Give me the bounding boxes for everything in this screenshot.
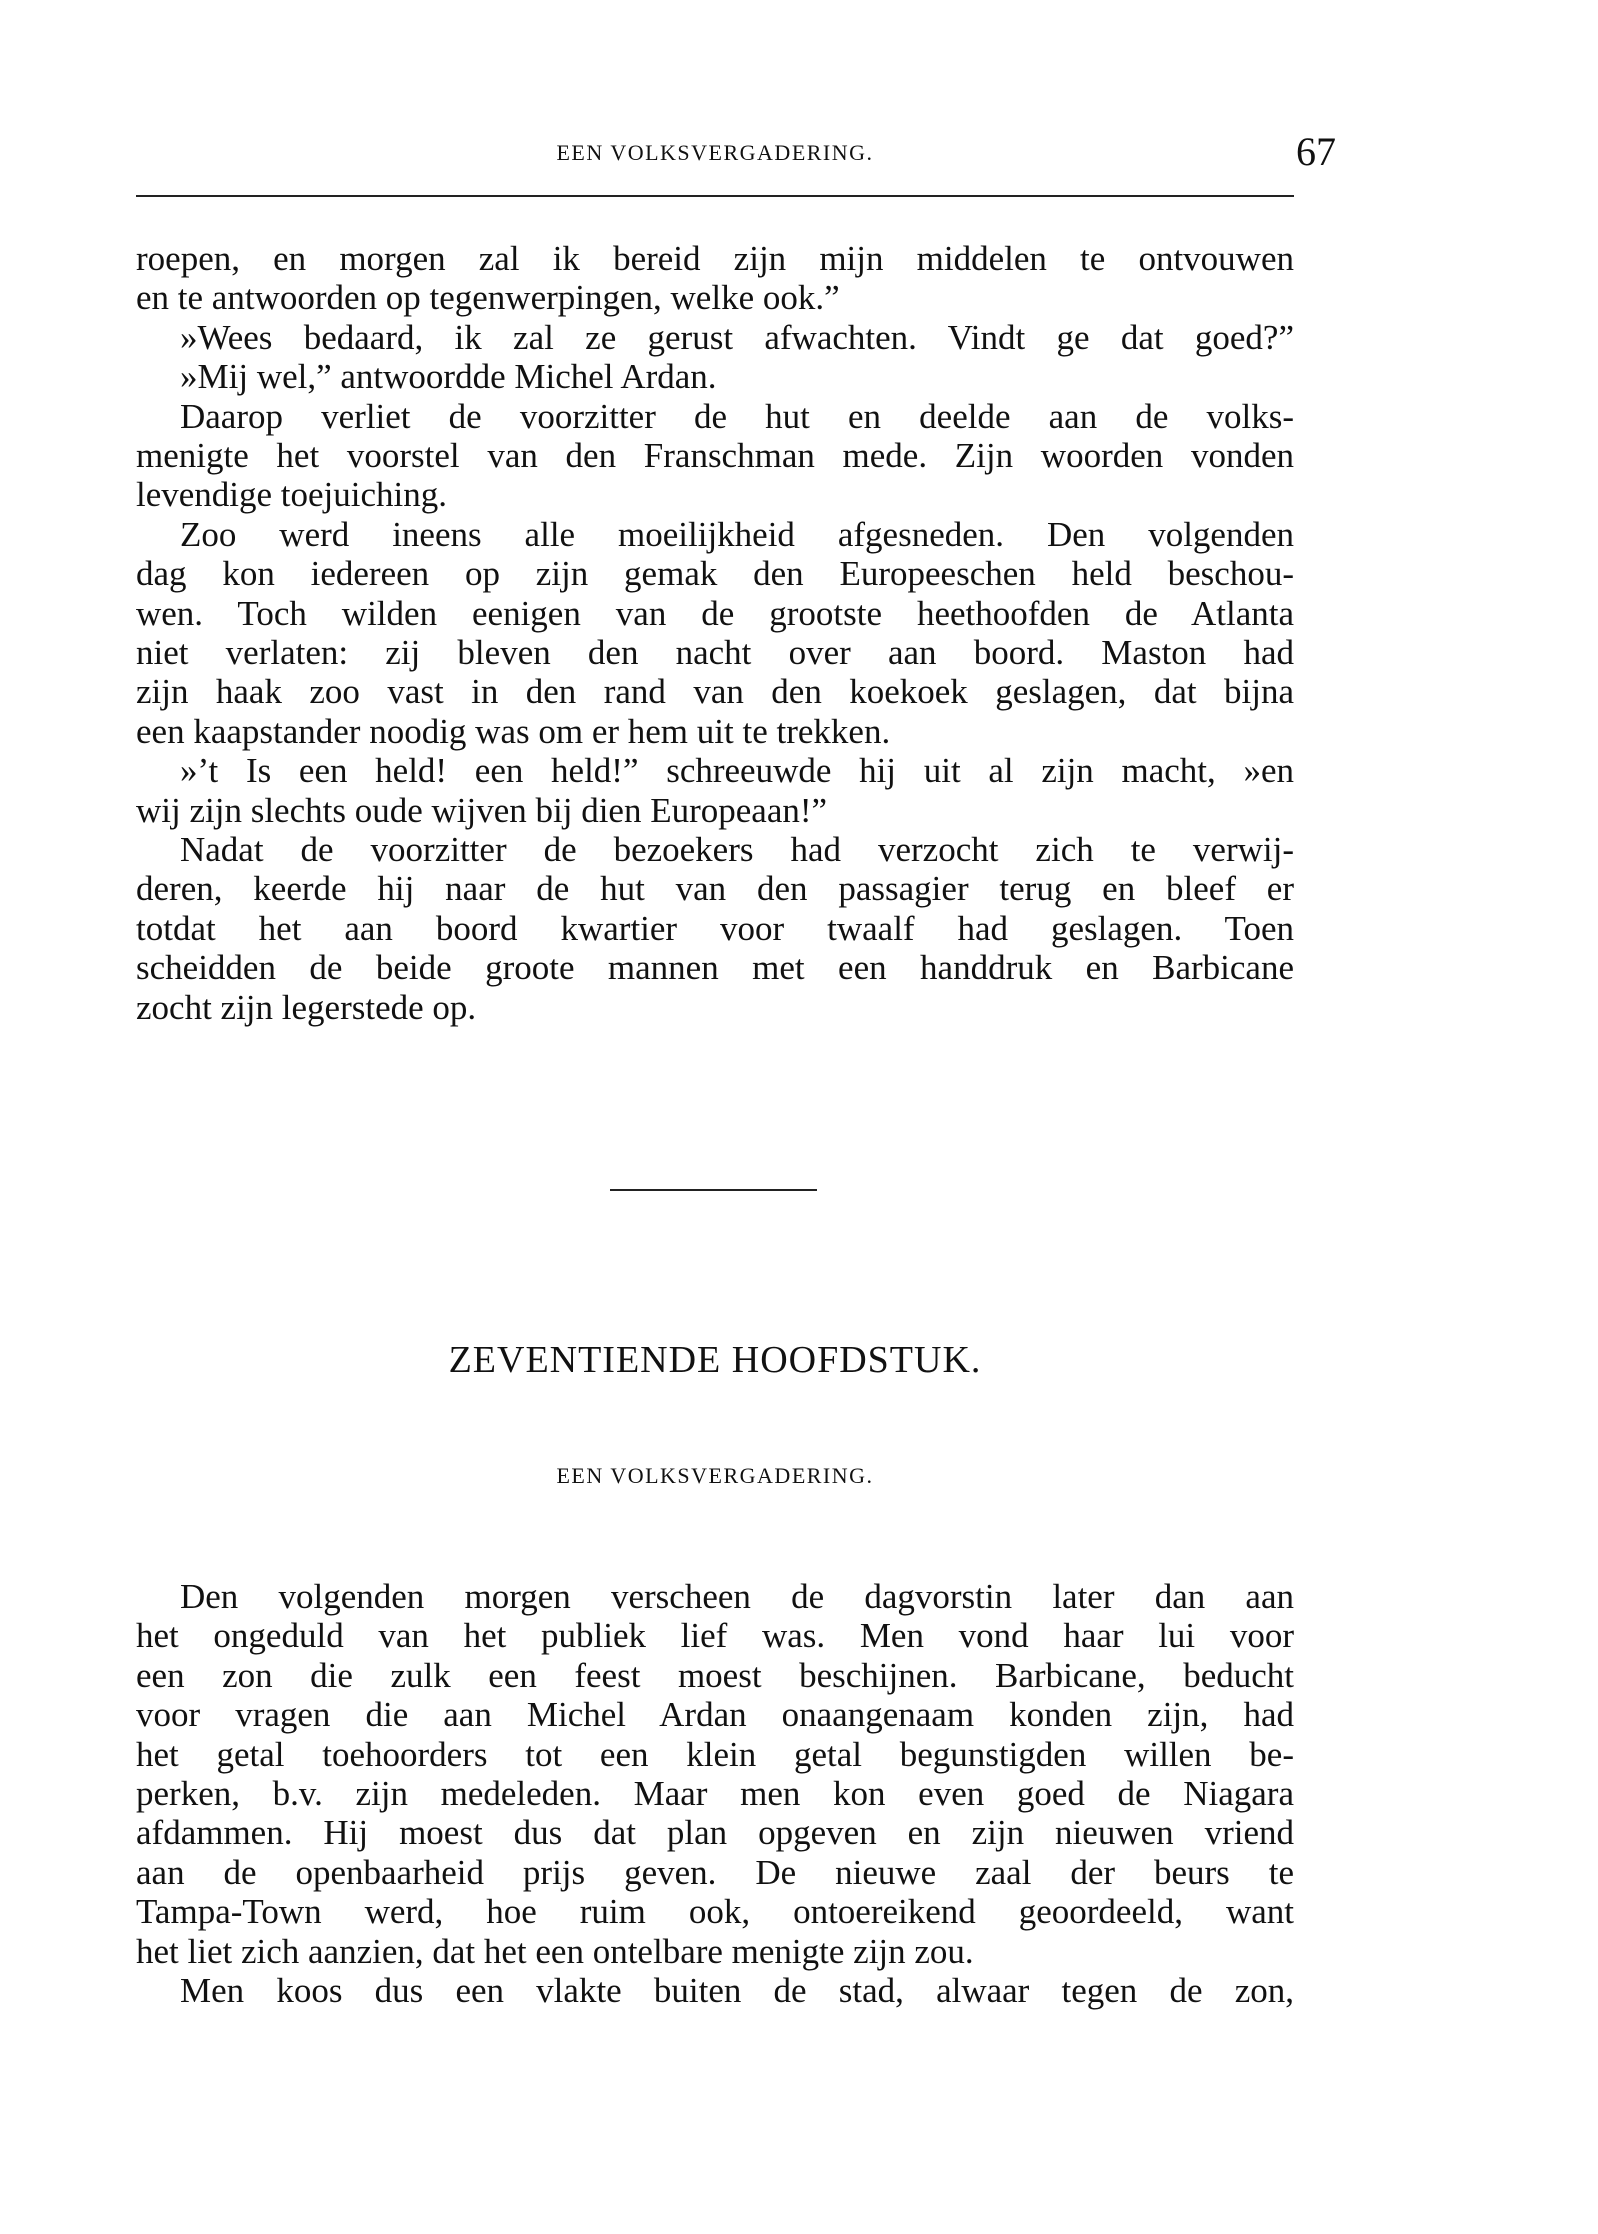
- text-line: een kaapstander noodig was om er hem uit te trekken.: [136, 711, 891, 751]
- text-line: menigte het voorstel van den Franschman mede. Zijn woorden vonden: [136, 436, 1294, 475]
- text-line: Nadat de voorzitter de bezoekers had verzocht zich te verwij-: [180, 830, 1294, 869]
- text-line: scheidden de beide groote mannen met een handdruk en Barbicane: [136, 948, 1294, 988]
- text-line: dag kon iedereen op zijn gemak den Europeeschen held beschou-: [136, 554, 1294, 594]
- text-line: roepen, en morgen zal ik bereid zijn mijn middelen te ontvouwen: [136, 239, 1294, 278]
- text-line: het liet zich aanzien, dat het een ontelbare menigte zijn zou.: [136, 1931, 974, 1971]
- running-head: EEN VOLKSVERGADERING.: [556, 140, 874, 165]
- text-line: aan de openbaarheid prijs geven. De nieuwe zaal der beurs te: [136, 1852, 1294, 1892]
- text-line: »Mij wel,” antwoordde Michel Ardan.: [180, 357, 717, 397]
- text-line: Den volgenden morgen verscheen de dagvorstin later dan aan: [180, 1577, 1294, 1616]
- text-line: deren, keerde hij naar de hut van den passagier terug en bleef er: [136, 869, 1294, 909]
- text-line: levendige toejuiching.: [136, 475, 448, 515]
- text-line: een zon die zulk een feest moest beschijnen. Barbicane, beducht: [136, 1655, 1294, 1695]
- text-line: Tampa-Town werd, hoe ruim ook, ontoereikend geoordeeld, want: [136, 1892, 1294, 1932]
- text-line: en te antwoorden op tegenwerpingen, welke ook.”: [136, 278, 840, 318]
- text-line: »Wees bedaard, ik zal ze gerust afwachten. Vindt ge dat goed?”: [180, 317, 1294, 357]
- text-line: niet verlaten: zij bleven den nacht over aan boord. Maston had: [136, 633, 1294, 672]
- text-line: Zoo werd ineens alle moeilijkheid afgesneden. Den volgenden: [180, 514, 1294, 554]
- chapter-title: ZEVENTIENDE HOOFDSTUK.: [448, 1339, 982, 1381]
- page-number: 67: [1296, 129, 1336, 174]
- text-line: voor vragen die aan Michel Ardan onaangenaam konden zijn, had: [136, 1695, 1294, 1735]
- text-line: zijn haak zoo vast in den rand van den koekoek geslagen, dat bijna: [136, 672, 1294, 712]
- text-line: zocht zijn legerstede op.: [136, 987, 477, 1027]
- text-line: »’t Is een held! een held!” schreeuwde hij uit al zijn macht, »en: [180, 751, 1294, 791]
- text-line: totdat het aan boord kwartier voor twaalf had geslagen. Toen: [136, 908, 1294, 948]
- text-line: Men koos dus een vlakte buiten de stad, alwaar tegen de zon,: [180, 1971, 1294, 2010]
- text-line: het getal toehoorders tot een klein getal begunstigden willen be-: [136, 1734, 1294, 1774]
- text-line: Daarop verliet de voorzitter de hut en deelde aan de volks-: [180, 396, 1294, 436]
- text-line: wen. Toch wilden eenigen van de grootste heethoofden de Atlanta: [136, 593, 1294, 633]
- header-rule: [136, 195, 1294, 197]
- section-separator-rule: [610, 1189, 817, 1191]
- text-line: afdammen. Hij moest dus dat plan opgeven en zijn nieuwen vriend: [136, 1813, 1294, 1853]
- text-line: wij zijn slechts oude wijven bij dien Europeaan!”: [136, 790, 828, 830]
- chapter-subtitle: EEN VOLKSVERGADERING.: [556, 1463, 874, 1488]
- text-line: het ongeduld van het publiek lief was. Men vond haar lui voor: [136, 1616, 1294, 1656]
- text-line: perken, b.v. zijn medeleden. Maar men kon even goed de Niagara: [136, 1774, 1294, 1813]
